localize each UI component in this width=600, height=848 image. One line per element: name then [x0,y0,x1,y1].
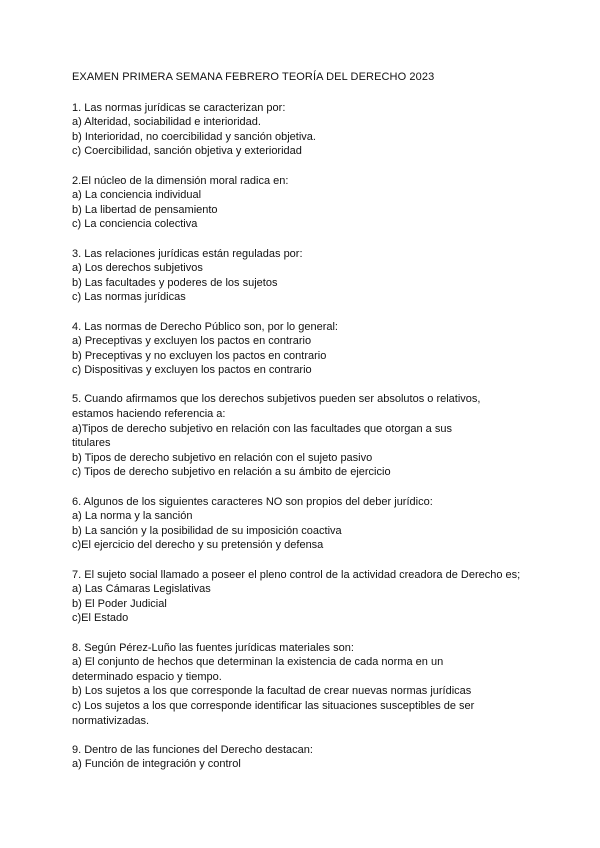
option-c: c) Las normas jurídicas [72,291,186,304]
option-a: a) La conciencia individual [72,189,202,202]
question-5 [72,392,542,480]
option-a: a) Los derechos subjetivos [72,262,203,275]
option-b: b) Preceptivas y no excluyen los pactos en contrario [72,349,327,362]
option-b: b) Tipos de derecho subjetivo en relación con el sujeto pasivo [72,451,373,464]
option-b: b) Los sujetos a los que corresponde la facultad de crear nuevas normas jurídicas [72,685,472,698]
question-2 [72,174,542,232]
option-a: a) Función de integración y control [72,758,241,771]
option-c: c)El Estado [72,612,129,625]
option-b: b) La libertad de pensamiento [72,203,218,216]
option-c: c)El ejercicio del derecho y su pretensión y defensa [72,539,324,552]
option-c: c) Tipos de derecho subjetivo en relación a su ámbito de ejercicio [72,466,391,479]
question-text-line-1: 5. Cuando afirmamos que los derechos subjetivos pueden ser absolutos o relativos, [72,393,481,406]
option-a-continued: determinado espacio y tiempo. [72,670,222,683]
option-b: b) Interioridad, no coercibilidad y sanción objetiva. [72,130,316,143]
option-a-continued: titulares [72,437,111,450]
option-c-continued: normativizadas. [72,714,150,727]
question-1 [72,101,542,159]
option-b: b) La sanción y la posibilidad de su imposición coactiva [72,524,342,537]
exam-title: EXAMEN PRIMERA SEMANA FEBRERO TEORÍA DEL DERECHO 2023 [72,71,435,83]
question-text: 6. Algunos de los siguientes caracteres NO son propios del deber jurídico: [72,495,433,508]
option-a: a) El conjunto de hechos que determinan la existencia de cada norma en un [72,656,444,669]
option-c: c) Los sujetos a los que corresponde identificar las situaciones susceptibles de ser [72,699,475,712]
question-text: 3. Las relaciones jurídicas están reguladas por: [72,247,303,260]
question-text: 9. Dentro de las funciones del Derecho destacan: [72,743,313,756]
question-text-line-2: estamos haciendo referencia a: [72,408,226,421]
option-a: a) La norma y la sanción [72,510,193,523]
option-a: a) Preceptivas y excluyen los pactos en contrario [72,335,312,348]
question-6 [72,495,542,553]
option-b: b) El Poder Judicial [72,597,167,610]
option-a: a) Alteridad, sociabilidad e interioridad. [72,116,261,129]
question-8 [72,641,542,729]
option-c: c) La conciencia colectiva [72,218,198,231]
question-text: 1. Las normas jurídicas se caracterizan por: [72,101,286,114]
question-4 [72,320,542,378]
option-a: a)Tipos de derecho subjetivo en relación con las facultades que otorgan a sus [72,422,452,435]
question-7 [72,568,542,626]
question-text: 7. El sujeto social llamado a poseer el pleno control de la actividad creadora de Derecho es; [72,568,521,581]
option-c: c) Coercibilidad, sanción objetiva y exterioridad [72,145,302,158]
question-text: 8. Según Pérez-Luño las fuentes jurídicas materiales son: [72,641,354,654]
question-text: 2.El núcleo de la dimensión moral radica en: [72,174,289,187]
document-body [72,70,542,787]
question-3 [72,247,542,305]
question-9 [72,743,542,772]
option-a: a) Las Cámaras Legislativas [72,583,211,596]
question-text: 4. Las normas de Derecho Público son, por lo general: [72,320,338,333]
option-b: b) Las facultades y poderes de los sujetos [72,276,278,289]
option-c: c) Dispositivas y excluyen los pactos en contrario [72,364,312,377]
